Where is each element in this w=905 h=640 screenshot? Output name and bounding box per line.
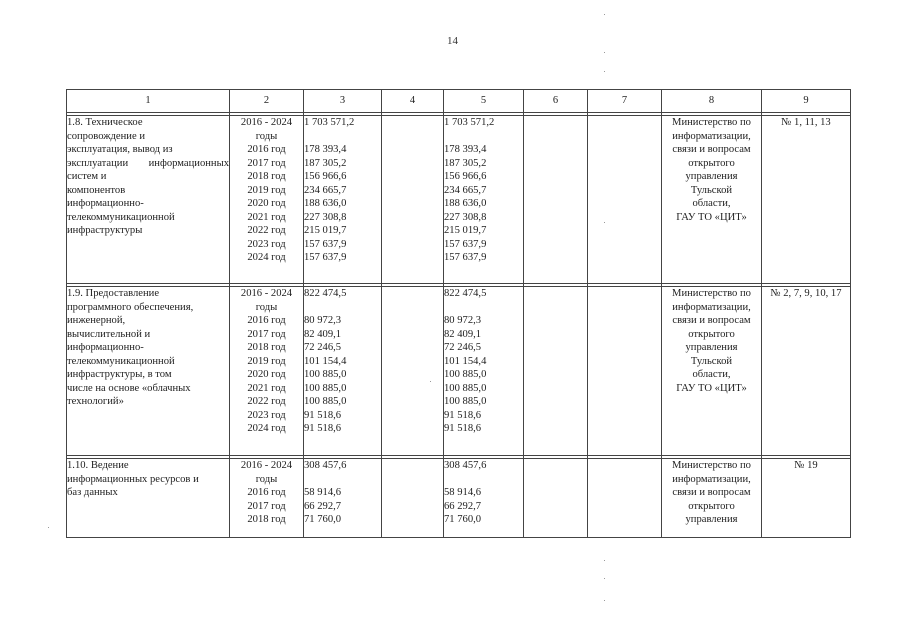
cell-line: 91 518,6 (304, 409, 342, 421)
cell-line: 157 637,9 (444, 238, 487, 250)
cell-line: информатизации, (672, 473, 751, 485)
cell-line: числе на основе «облачных (67, 382, 191, 394)
cell-line: телекоммуникационной (67, 211, 175, 223)
cell-line: 2022 год (247, 396, 286, 407)
cell-line: годы (255, 130, 278, 142)
empty-cell (524, 116, 588, 284)
cell-line: годы (255, 473, 278, 485)
empty-cell (382, 287, 444, 456)
page-number: 14 (447, 35, 458, 47)
cell-line: Тульской (690, 355, 733, 367)
indicators-cell: № 2, 7, 9, 10, 17 (762, 287, 851, 456)
activity-name-cell (67, 116, 230, 284)
cell-line: 2017 год (247, 328, 286, 340)
cell-line: 2017 год (247, 157, 286, 169)
funding-total-cell (304, 116, 382, 284)
activity-name-cell (67, 287, 230, 456)
cell-line: технологий» (67, 396, 124, 407)
cell-line: 188 636,0 (304, 198, 347, 209)
cell-line (304, 473, 381, 487)
cell-line (304, 130, 381, 144)
cell-line: 188 636,0 (444, 198, 487, 209)
cell-line: 178 393,4 (304, 144, 347, 155)
cell-line: программного обеспечения, (67, 301, 194, 313)
cell-line: 80 972,3 (444, 315, 482, 326)
cell-line: 2022 год (247, 225, 286, 236)
cell-line: 101 154,4 (304, 355, 347, 367)
cell-line: 66 292,7 (304, 500, 342, 512)
cell-line: 91 518,6 (444, 409, 482, 421)
cell-line: 156 966,6 (444, 171, 487, 182)
scan-speck (604, 560, 605, 561)
cell-line: открытого (688, 500, 735, 512)
executor-cell (662, 116, 762, 284)
cell-line: 2016 год (247, 144, 286, 155)
cell-line: 187 305,2 (304, 157, 347, 169)
cell-line: 82 409,1 (444, 328, 482, 340)
cell-line: связи и вопросам (672, 487, 751, 498)
cell-line: 308 457,6 (444, 460, 487, 471)
cell-line: области, (692, 198, 731, 209)
cell-line: 215 019,7 (444, 225, 487, 236)
cell-line: 2016 - 2024 (240, 288, 293, 299)
cell-line (444, 301, 523, 315)
column-header: 8 (662, 90, 762, 113)
cell-line: Министерство по (672, 117, 751, 128)
cell-line: 71 760,0 (444, 514, 482, 525)
cell-line: 100 885,0 (304, 369, 347, 380)
cell-line: ГАУ ТО «ЦИТ» (676, 382, 747, 394)
cell-line: информатизации, (672, 130, 751, 142)
cell-line: 72 246,5 (444, 342, 482, 353)
cell-line: эксплуатации информационных систем и (67, 157, 229, 182)
cell-line: 2021 год (247, 382, 286, 394)
cell-line: 2024 год (247, 252, 286, 263)
cell-line: 58 914,6 (304, 487, 342, 498)
activities-table (66, 89, 851, 538)
scan-speck (604, 600, 605, 601)
scan-speck (604, 578, 605, 579)
cell-line: 91 518,6 (444, 423, 482, 434)
column-header: 7 (588, 90, 662, 113)
cell-line: 227 308,8 (444, 211, 487, 223)
cell-line: 101 154,4 (444, 355, 487, 367)
cell-line: связи и вопросам (672, 144, 751, 155)
cell-line: 2019 год (247, 355, 286, 367)
cell-line: 82 409,1 (304, 328, 342, 340)
cell-line: управления (685, 171, 738, 182)
cell-line: 1 703 571,2 (304, 117, 355, 128)
cell-line: 2018 год (247, 171, 286, 182)
empty-cell (382, 459, 444, 538)
cell-line: информационных ресурсов и (67, 473, 199, 485)
cell-line: 822 474,5 (304, 288, 347, 299)
cell-line: информатизации, (672, 301, 751, 313)
funding-regional-cell (444, 287, 524, 456)
cell-line: телекоммуникационной (67, 355, 175, 367)
scan-speck (604, 52, 605, 53)
cell-line: 187 305,2 (444, 157, 487, 169)
executor-cell (662, 287, 762, 456)
column-header: 5 (444, 90, 524, 113)
cell-line: 2016 - 2024 (240, 117, 293, 128)
cell-line: 100 885,0 (304, 396, 347, 407)
cell-line (304, 301, 381, 315)
cell-line: 2023 год (247, 238, 286, 250)
cell-line: 308 457,6 (304, 460, 347, 471)
column-header: 1 (67, 90, 230, 113)
cell-line: 72 246,5 (304, 342, 342, 353)
cell-line: ГАУ ТО «ЦИТ» (676, 211, 747, 223)
column-number-row (67, 90, 851, 113)
scan-speck (604, 71, 605, 72)
scan-speck (604, 14, 605, 15)
cell-line: 157 637,9 (304, 238, 347, 250)
cell-line: 2024 год (247, 423, 286, 434)
empty-cell (588, 287, 662, 456)
cell-line: управления (685, 514, 738, 525)
cell-line: 2019 год (247, 184, 286, 196)
cell-line: 227 308,8 (304, 211, 347, 223)
cell-line: 2018 год (247, 514, 286, 525)
executor-cell (662, 459, 762, 538)
funding-total-cell (304, 459, 382, 538)
indicators-cell: № 19 (762, 459, 851, 538)
cell-line: 157 637,9 (304, 252, 347, 263)
cell-line: годы (255, 301, 278, 313)
cell-line: инфраструктуры (67, 225, 143, 236)
scan-speck (48, 527, 49, 528)
cell-line: 71 760,0 (304, 514, 342, 525)
column-header: 4 (382, 90, 444, 113)
cell-line: Тульской (690, 184, 733, 196)
cell-line (444, 473, 523, 487)
cell-line (444, 130, 523, 144)
cell-line: 157 637,9 (444, 252, 487, 263)
cell-line: 2023 год (247, 409, 286, 421)
period-cell (230, 116, 304, 284)
cell-line: области, (692, 369, 731, 380)
cell-line: Министерство по (672, 288, 751, 299)
column-header: 6 (524, 90, 588, 113)
indicators-cell: № 1, 11, 13 (762, 116, 851, 284)
cell-line: инженерной, (67, 315, 126, 326)
column-header: 2 (230, 90, 304, 113)
period-cell (230, 287, 304, 456)
cell-line: 1.9. Предоставление (67, 288, 160, 299)
cell-line: 2016 год (247, 315, 286, 326)
empty-cell (588, 116, 662, 284)
funding-total-cell (304, 287, 382, 456)
activity-name-cell (67, 459, 230, 538)
cell-line: 2018 год (247, 342, 286, 353)
cell-line: эксплуатация, вывод из (67, 144, 173, 155)
cell-line: 215 019,7 (304, 225, 347, 236)
table-row (67, 287, 851, 456)
cell-line: 1 703 571,2 (444, 117, 495, 128)
cell-line: связи и вопросам (672, 315, 751, 326)
cell-line: 2017 год (247, 500, 286, 512)
cell-line: 100 885,0 (444, 382, 487, 394)
cell-line: 58 914,6 (444, 487, 482, 498)
cell-line: 2016 - 2024 (240, 460, 293, 471)
cell-line: баз данных (67, 487, 118, 498)
empty-cell (524, 459, 588, 538)
cell-line: открытого (688, 328, 735, 340)
cell-line: открытого (688, 157, 735, 169)
cell-line: 234 665,7 (444, 184, 487, 196)
column-header: 3 (304, 90, 382, 113)
cell-line: компонентов (67, 184, 126, 196)
empty-cell (524, 287, 588, 456)
cell-line: 91 518,6 (304, 423, 342, 434)
table-row (67, 459, 851, 538)
empty-cell (382, 116, 444, 284)
cell-line: 2020 год (247, 198, 286, 209)
cell-line: 2021 год (247, 211, 286, 223)
funding-regional-cell (444, 116, 524, 284)
cell-line: 100 885,0 (304, 382, 347, 394)
cell-line: 80 972,3 (304, 315, 342, 326)
table-row (67, 116, 851, 284)
cell-line: 822 474,5 (444, 288, 487, 299)
cell-line: 100 885,0 (444, 396, 487, 407)
cell-line: 2016 год (247, 487, 286, 498)
cell-line: 1.8. Техническое (67, 117, 143, 128)
cell-line: 66 292,7 (444, 500, 482, 512)
cell-line: управления (685, 342, 738, 353)
cell-line: 100 885,0 (444, 369, 487, 380)
cell-line: Министерство по (672, 460, 751, 471)
cell-line: 234 665,7 (304, 184, 347, 196)
period-cell (230, 459, 304, 538)
cell-line: 2020 год (247, 369, 286, 380)
cell-line: 178 393,4 (444, 144, 487, 155)
column-header: 9 (762, 90, 851, 113)
cell-line: информационно- (67, 198, 144, 209)
cell-line: 1.10. Ведение (67, 460, 129, 471)
cell-line: информационно- (67, 342, 144, 353)
funding-regional-cell (444, 459, 524, 538)
cell-line: 156 966,6 (304, 171, 347, 182)
cell-line: вычислительной и (67, 328, 151, 340)
cell-line: инфраструктуры, в том (67, 369, 172, 380)
cell-line: сопровождение и (67, 130, 145, 142)
empty-cell (588, 459, 662, 538)
